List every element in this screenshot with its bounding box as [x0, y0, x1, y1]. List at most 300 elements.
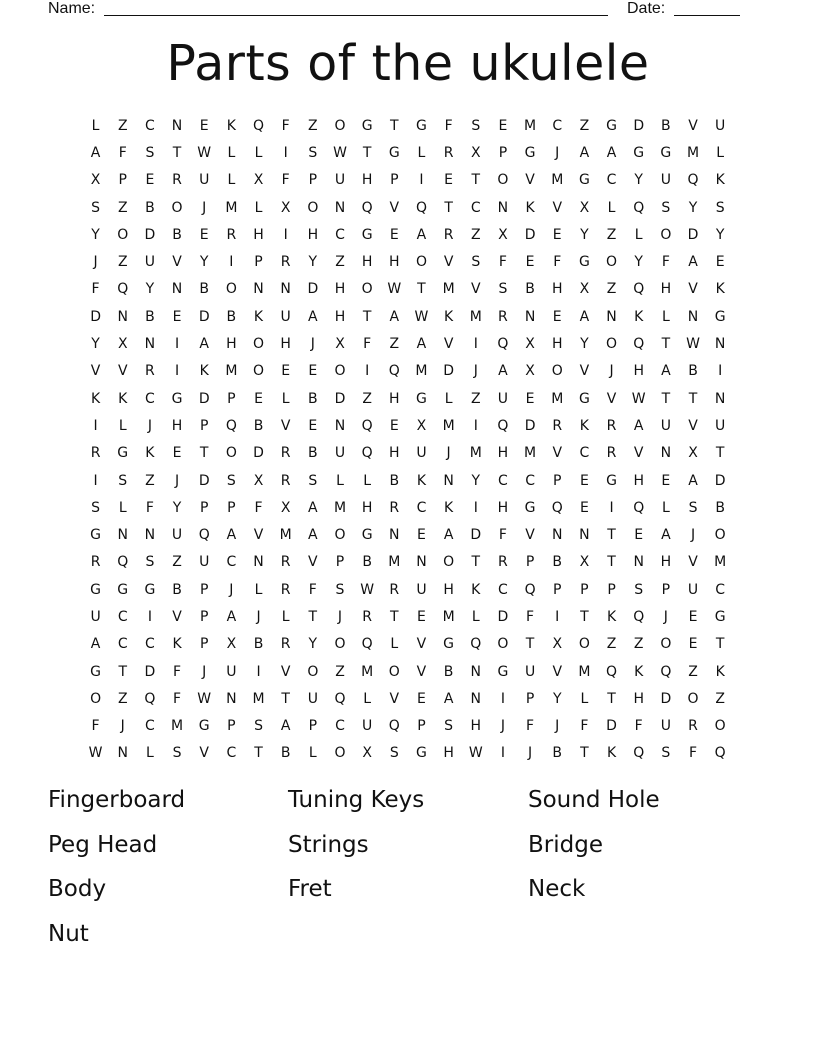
grid-letter[interactable]: E [389, 226, 399, 243]
grid-letter[interactable]: G [144, 581, 156, 598]
grid-letter[interactable]: I [256, 663, 261, 680]
grid-letter[interactable]: V [470, 281, 481, 298]
grid-letter[interactable]: P [525, 690, 535, 707]
grid-letter[interactable]: O [660, 226, 672, 243]
grid-letter[interactable]: E [444, 172, 454, 189]
grid-letter[interactable]: P [607, 581, 616, 598]
grid-letter[interactable]: Z [389, 336, 400, 353]
grid-letter[interactable]: U [497, 390, 509, 407]
grid-letter[interactable]: R [280, 636, 291, 653]
grid-letter[interactable]: K [118, 390, 128, 407]
grid-letter[interactable]: X [90, 172, 101, 189]
grid-letter[interactable]: M [442, 281, 455, 298]
grid-letter[interactable]: C [145, 117, 155, 134]
grid-letter[interactable]: M [333, 499, 347, 516]
grid-letter[interactable]: J [174, 472, 180, 489]
grid-letter[interactable]: Y [91, 226, 100, 243]
grid-letter[interactable]: N [551, 527, 563, 544]
grid-letter[interactable]: Q [388, 718, 400, 735]
grid-letter[interactable]: T [362, 144, 372, 161]
grid-letter[interactable]: F [281, 172, 290, 189]
grid-letter[interactable]: V [688, 281, 698, 298]
grid-letter[interactable]: J [310, 336, 315, 353]
grid-letter[interactable]: M [686, 144, 700, 161]
grid-letter[interactable]: B [145, 308, 155, 325]
grid-letter[interactable]: Z [579, 117, 590, 134]
grid-letter[interactable]: K [715, 172, 725, 189]
grid-letter[interactable]: L [390, 636, 399, 653]
grid-letter[interactable]: V [443, 336, 454, 353]
grid-letter[interactable]: F [634, 718, 643, 735]
grid-letter[interactable]: S [118, 472, 128, 489]
grid-letter[interactable]: H [470, 718, 482, 735]
grid-letter[interactable]: D [524, 417, 536, 434]
grid-letter[interactable]: E [417, 690, 426, 707]
grid-letter[interactable]: I [93, 417, 98, 434]
grid-letter[interactable]: A [688, 254, 698, 271]
grid-letter[interactable]: N [443, 472, 454, 489]
grid-letter[interactable]: A [498, 363, 508, 380]
grid-letter[interactable]: V [416, 663, 427, 680]
grid-letter[interactable]: I [174, 336, 180, 353]
grid-letter[interactable]: V [552, 663, 563, 680]
grid-letter[interactable]: J [663, 608, 668, 625]
grid-letter[interactable]: J [500, 718, 505, 735]
grid-letter[interactable]: O [334, 363, 346, 380]
grid-letter[interactable]: A [90, 144, 101, 161]
grid-letter[interactable]: O [307, 663, 319, 680]
grid-letter[interactable]: I [93, 472, 98, 489]
grid-letter[interactable]: K [579, 417, 589, 434]
grid-letter[interactable]: V [633, 445, 644, 462]
grid-letter[interactable]: K [444, 308, 454, 325]
grid-letter[interactable]: C [226, 554, 237, 571]
grid-letter[interactable]: N [633, 554, 644, 571]
grid-letter[interactable]: U [199, 554, 210, 571]
grid-letter[interactable]: E [281, 363, 291, 380]
grid-letter[interactable]: M [252, 690, 265, 707]
grid-letter[interactable]: Z [606, 226, 617, 243]
grid-letter[interactable]: R [280, 581, 291, 598]
grid-letter[interactable]: P [308, 718, 318, 735]
grid-letter[interactable]: J [202, 199, 207, 216]
grid-letter[interactable]: Z [335, 254, 345, 271]
grid-letter[interactable]: V [525, 527, 535, 544]
grid-letter[interactable]: J [120, 718, 125, 735]
grid-letter[interactable]: S [634, 581, 644, 598]
grid-letter[interactable]: C [335, 226, 345, 243]
grid-letter[interactable]: G [90, 663, 101, 680]
grid-letter[interactable]: Y [471, 472, 481, 489]
grid-letter[interactable]: G [606, 117, 617, 134]
grid-letter[interactable]: K [634, 308, 644, 325]
grid-letter[interactable]: A [579, 308, 590, 325]
grid-letter[interactable]: Z [117, 199, 128, 216]
grid-letter[interactable]: Y [688, 199, 698, 216]
grid-letter[interactable]: V [688, 117, 698, 134]
grid-letter[interactable]: D [524, 226, 536, 243]
grid-letter[interactable]: J [446, 445, 451, 462]
grid-letter[interactable]: X [280, 499, 291, 516]
grid-letter[interactable]: W [333, 144, 347, 161]
grid-letter[interactable]: J [555, 718, 560, 735]
grid-letter[interactable]: O [415, 254, 427, 271]
grid-letter[interactable]: O [171, 199, 183, 216]
grid-letter[interactable]: D [606, 718, 617, 735]
grid-letter[interactable]: A [416, 226, 427, 243]
grid-letter[interactable]: S [145, 554, 155, 571]
grid-letter[interactable]: E [688, 636, 698, 653]
grid-letter[interactable]: L [254, 199, 263, 216]
grid-letter[interactable]: D [307, 281, 319, 298]
grid-letter[interactable]: Q [361, 417, 373, 434]
grid-letter[interactable]: L [363, 690, 372, 707]
grid-letter[interactable]: N [497, 199, 509, 216]
grid-letter[interactable]: V [579, 363, 590, 380]
grid-letter[interactable]: A [661, 363, 671, 380]
grid-letter[interactable]: J [690, 527, 696, 544]
grid-letter[interactable]: X [253, 472, 264, 489]
grid-letter[interactable]: L [254, 581, 263, 598]
grid-letter[interactable]: O [117, 226, 129, 243]
grid-letter[interactable]: P [525, 554, 535, 571]
grid-letter[interactable]: F [363, 336, 372, 353]
grid-letter[interactable]: N [280, 281, 291, 298]
grid-letter[interactable]: Q [253, 117, 265, 134]
grid-letter[interactable]: L [634, 226, 643, 243]
grid-letter[interactable]: K [606, 608, 617, 625]
grid-letter[interactable]: H [633, 472, 644, 489]
grid-letter[interactable]: E [308, 417, 318, 434]
grid-letter[interactable]: L [308, 745, 317, 762]
grid-letter[interactable]: O [334, 527, 346, 544]
grid-letter[interactable]: P [553, 581, 562, 598]
grid-letter[interactable]: S [389, 745, 399, 762]
grid-letter[interactable]: X [579, 281, 590, 298]
grid-letter[interactable]: Q [117, 554, 129, 571]
grid-letter[interactable]: F [145, 499, 154, 516]
grid-letter[interactable]: X [688, 445, 698, 462]
grid-letter[interactable]: G [361, 117, 373, 134]
grid-letter[interactable]: T [471, 172, 481, 189]
grid-letter[interactable]: A [308, 308, 318, 325]
grid-letter[interactable]: J [93, 254, 98, 271]
grid-letter[interactable]: V [688, 554, 698, 571]
grid-letter[interactable]: V [443, 254, 454, 271]
grid-letter[interactable]: R [90, 445, 101, 462]
grid-letter[interactable]: T [199, 445, 209, 462]
grid-letter[interactable]: A [308, 499, 318, 516]
grid-letter[interactable]: L [716, 144, 725, 161]
grid-letter[interactable]: W [414, 308, 429, 325]
grid-letter[interactable]: S [308, 472, 318, 489]
grid-letter[interactable]: J [473, 363, 478, 380]
grid-letter[interactable]: D [198, 308, 210, 325]
grid-letter[interactable]: B [145, 199, 155, 216]
grid-letter[interactable]: E [579, 472, 589, 489]
grid-letter[interactable]: E [199, 226, 209, 243]
grid-letter[interactable]: D [198, 472, 210, 489]
grid-letter[interactable]: X [525, 336, 535, 353]
grid-letter[interactable]: T [607, 554, 616, 571]
grid-letter[interactable]: G [198, 718, 210, 735]
grid-letter[interactable]: K [145, 445, 155, 462]
grid-letter[interactable]: R [389, 499, 400, 516]
grid-letter[interactable]: C [145, 718, 155, 735]
grid-letter[interactable]: A [416, 336, 427, 353]
grid-letter[interactable]: L [661, 308, 670, 325]
grid-letter[interactable]: D [443, 363, 454, 380]
grid-letter[interactable]: Y [91, 336, 100, 353]
grid-letter[interactable]: Z [172, 554, 182, 571]
grid-letter[interactable]: Q [361, 199, 373, 216]
grid-letter[interactable]: N [334, 417, 346, 434]
grid-letter[interactable]: D [334, 390, 346, 407]
grid-letter[interactable]: P [580, 581, 589, 598]
grid-letter[interactable]: P [227, 390, 236, 407]
grid-letter[interactable]: I [473, 417, 478, 434]
grid-letter[interactable]: R [389, 581, 400, 598]
grid-letter[interactable]: U [90, 608, 101, 625]
grid-letter[interactable]: W [360, 581, 375, 598]
grid-letter[interactable]: E [525, 390, 535, 407]
grid-letter[interactable]: T [715, 445, 725, 462]
grid-letter[interactable]: L [607, 199, 616, 216]
grid-letter[interactable]: A [443, 527, 454, 544]
grid-letter[interactable]: Q [633, 281, 645, 298]
grid-letter[interactable]: G [361, 527, 373, 544]
grid-letter[interactable]: R [443, 144, 454, 161]
grid-letter[interactable]: H [171, 417, 183, 434]
grid-letter[interactable]: A [688, 472, 698, 489]
grid-letter[interactable]: M [524, 445, 537, 462]
grid-letter[interactable]: M [578, 663, 591, 680]
grid-letter[interactable]: Z [117, 254, 128, 271]
grid-letter[interactable]: J [229, 581, 234, 598]
grid-letter[interactable]: G [361, 226, 373, 243]
grid-letter[interactable]: Y [199, 254, 209, 271]
grid-letter[interactable]: H [551, 281, 563, 298]
grid-letter[interactable]: U [280, 308, 291, 325]
grid-letter[interactable]: O [388, 663, 400, 680]
grid-letter[interactable]: B [525, 281, 535, 298]
grid-letter[interactable]: V [280, 663, 291, 680]
grid-letter[interactable]: T [118, 663, 128, 680]
grid-letter[interactable]: K [172, 636, 182, 653]
grid-letter[interactable]: Q [198, 527, 210, 544]
grid-letter[interactable]: F [91, 281, 100, 298]
grid-letter[interactable]: C [525, 472, 535, 489]
grid-letter[interactable]: Q [633, 199, 645, 216]
grid-letter[interactable]: A [90, 636, 101, 653]
grid-letter[interactable]: R [280, 254, 291, 271]
grid-letter[interactable]: V [416, 636, 427, 653]
grid-letter[interactable]: D [633, 117, 645, 134]
grid-letter[interactable]: Q [687, 172, 699, 189]
grid-letter[interactable]: B [661, 117, 671, 134]
grid-letter[interactable]: I [609, 499, 614, 516]
grid-letter[interactable]: B [443, 663, 454, 680]
grid-letter[interactable]: K [525, 199, 535, 216]
grid-letter[interactable]: B [552, 554, 563, 571]
grid-letter[interactable]: P [308, 172, 318, 189]
grid-letter[interactable]: S [715, 199, 725, 216]
grid-letter[interactable]: H [253, 226, 264, 243]
grid-letter[interactable]: T [715, 636, 725, 653]
grid-letter[interactable]: L [145, 745, 154, 762]
grid-letter[interactable]: W [88, 745, 103, 762]
grid-letter[interactable]: R [172, 172, 182, 189]
grid-letter[interactable]: W [468, 745, 483, 762]
grid-letter[interactable]: Z [117, 690, 128, 707]
grid-letter[interactable]: K [715, 663, 725, 680]
grid-letter[interactable]: I [718, 363, 723, 380]
grid-letter[interactable]: E [199, 117, 209, 134]
grid-letter[interactable]: N [714, 390, 726, 407]
grid-letter[interactable]: Q [660, 663, 672, 680]
grid-letter[interactable]: I [419, 172, 424, 189]
grid-letter[interactable]: V [688, 417, 698, 434]
grid-letter[interactable]: K [606, 745, 617, 762]
grid-letter[interactable]: T [525, 636, 535, 653]
grid-letter[interactable]: V [172, 254, 182, 271]
grid-letter[interactable]: L [444, 390, 453, 407]
grid-letter[interactable]: D [90, 308, 101, 325]
grid-letter[interactable]: C [117, 636, 128, 653]
grid-letter[interactable]: R [90, 554, 101, 571]
grid-letter[interactable]: E [389, 417, 399, 434]
grid-letter[interactable]: D [144, 226, 156, 243]
grid-letter[interactable]: U [199, 172, 210, 189]
grid-letter[interactable]: S [91, 499, 101, 516]
grid-letter[interactable]: G [90, 581, 101, 598]
grid-letter[interactable]: E [525, 254, 535, 271]
grid-letter[interactable]: R [145, 363, 155, 380]
grid-letter[interactable]: J [555, 144, 560, 161]
grid-letter[interactable]: R [552, 417, 563, 434]
grid-letter[interactable]: O [660, 636, 672, 653]
grid-letter[interactable]: O [551, 363, 563, 380]
grid-letter[interactable]: B [389, 472, 400, 489]
grid-letter[interactable]: G [388, 144, 400, 161]
grid-letter[interactable]: U [715, 117, 726, 134]
grid-letter[interactable]: E [715, 254, 725, 271]
grid-letter[interactable]: N [253, 281, 264, 298]
grid-letter[interactable]: A [633, 417, 644, 434]
grid-letter[interactable]: Q [714, 745, 726, 762]
grid-letter[interactable]: D [497, 608, 509, 625]
grid-letter[interactable]: D [470, 527, 482, 544]
grid-letter[interactable]: Z [470, 226, 481, 243]
grid-letter[interactable]: T [281, 690, 290, 707]
grid-letter[interactable]: S [471, 254, 481, 271]
grid-letter[interactable]: G [660, 144, 672, 161]
grid-letter[interactable]: H [334, 281, 346, 298]
grid-letter[interactable]: S [172, 745, 182, 762]
grid-letter[interactable]: L [417, 144, 426, 161]
grid-letter[interactable]: E [552, 308, 562, 325]
grid-letter[interactable]: E [145, 172, 155, 189]
grid-letter[interactable]: X [335, 336, 345, 353]
grid-letter[interactable]: X [525, 363, 535, 380]
grid-letter[interactable]: C [145, 636, 155, 653]
grid-letter[interactable]: E [498, 117, 508, 134]
grid-letter[interactable]: V [552, 445, 563, 462]
grid-letter[interactable]: O [606, 336, 618, 353]
grid-letter[interactable]: P [199, 581, 209, 598]
grid-letter[interactable]: P [661, 581, 671, 598]
grid-letter[interactable]: N [144, 527, 156, 544]
grid-letter[interactable]: S [145, 144, 155, 161]
grid-letter[interactable]: Q [361, 636, 373, 653]
grid-letter[interactable]: H [660, 554, 672, 571]
grid-letter[interactable]: W [686, 336, 700, 353]
grid-letter[interactable]: G [524, 144, 536, 161]
grid-letter[interactable]: G [416, 745, 427, 762]
grid-letter[interactable]: T [661, 390, 671, 407]
grid-letter[interactable]: Z [362, 390, 372, 407]
grid-letter[interactable]: O [714, 718, 726, 735]
grid-letter[interactable]: N [117, 308, 128, 325]
grid-letter[interactable]: S [444, 718, 454, 735]
grid-letter[interactable]: U [144, 254, 156, 271]
grid-letter[interactable]: U [416, 581, 427, 598]
grid-letter[interactable]: C [498, 581, 508, 598]
grid-letter[interactable]: U [334, 445, 346, 462]
grid-letter[interactable]: B [253, 636, 264, 653]
grid-letter[interactable]: D [660, 690, 672, 707]
grid-letter[interactable]: N [171, 281, 183, 298]
grid-letter[interactable]: T [607, 527, 616, 544]
grid-letter[interactable]: Z [308, 117, 318, 134]
grid-letter[interactable]: A [226, 608, 237, 625]
grid-letter[interactable]: Y [634, 172, 643, 189]
grid-letter[interactable]: L [281, 390, 290, 407]
grid-letter[interactable]: U [660, 417, 671, 434]
grid-letter[interactable]: U [171, 527, 183, 544]
grid-letter[interactable]: F [526, 718, 535, 735]
grid-letter[interactable]: E [172, 308, 182, 325]
grid-letter[interactable]: M [225, 199, 238, 216]
grid-letter[interactable]: V [172, 608, 182, 625]
grid-letter[interactable]: N [389, 527, 400, 544]
grid-letter[interactable]: T [172, 144, 182, 161]
grid-letter[interactable]: O [578, 636, 590, 653]
grid-letter[interactable]: E [634, 527, 644, 544]
grid-letter[interactable]: Z [335, 663, 345, 680]
grid-letter[interactable]: N [660, 445, 672, 462]
grid-letter[interactable]: F [444, 117, 453, 134]
grid-letter[interactable]: L [363, 472, 372, 489]
grid-letter[interactable]: N [117, 527, 128, 544]
grid-letter[interactable]: F [688, 745, 698, 762]
grid-letter[interactable]: B [199, 281, 209, 298]
grid-letter[interactable]: J [202, 663, 207, 680]
grid-letter[interactable]: Y [552, 690, 562, 707]
grid-letter[interactable]: T [417, 281, 426, 298]
grid-letter[interactable]: O [361, 281, 373, 298]
grid-letter[interactable]: Z [606, 281, 617, 298]
grid-letter[interactable]: H [443, 581, 454, 598]
grid-letter[interactable]: L [661, 499, 670, 516]
grid-letter[interactable]: H [551, 336, 563, 353]
grid-letter[interactable]: Y [715, 226, 725, 243]
grid-letter[interactable]: C [579, 445, 590, 462]
grid-letter[interactable]: B [688, 363, 698, 380]
grid-letter[interactable]: Z [117, 117, 128, 134]
grid-letter[interactable]: M [171, 718, 184, 735]
grid-letter[interactable]: O [253, 363, 265, 380]
